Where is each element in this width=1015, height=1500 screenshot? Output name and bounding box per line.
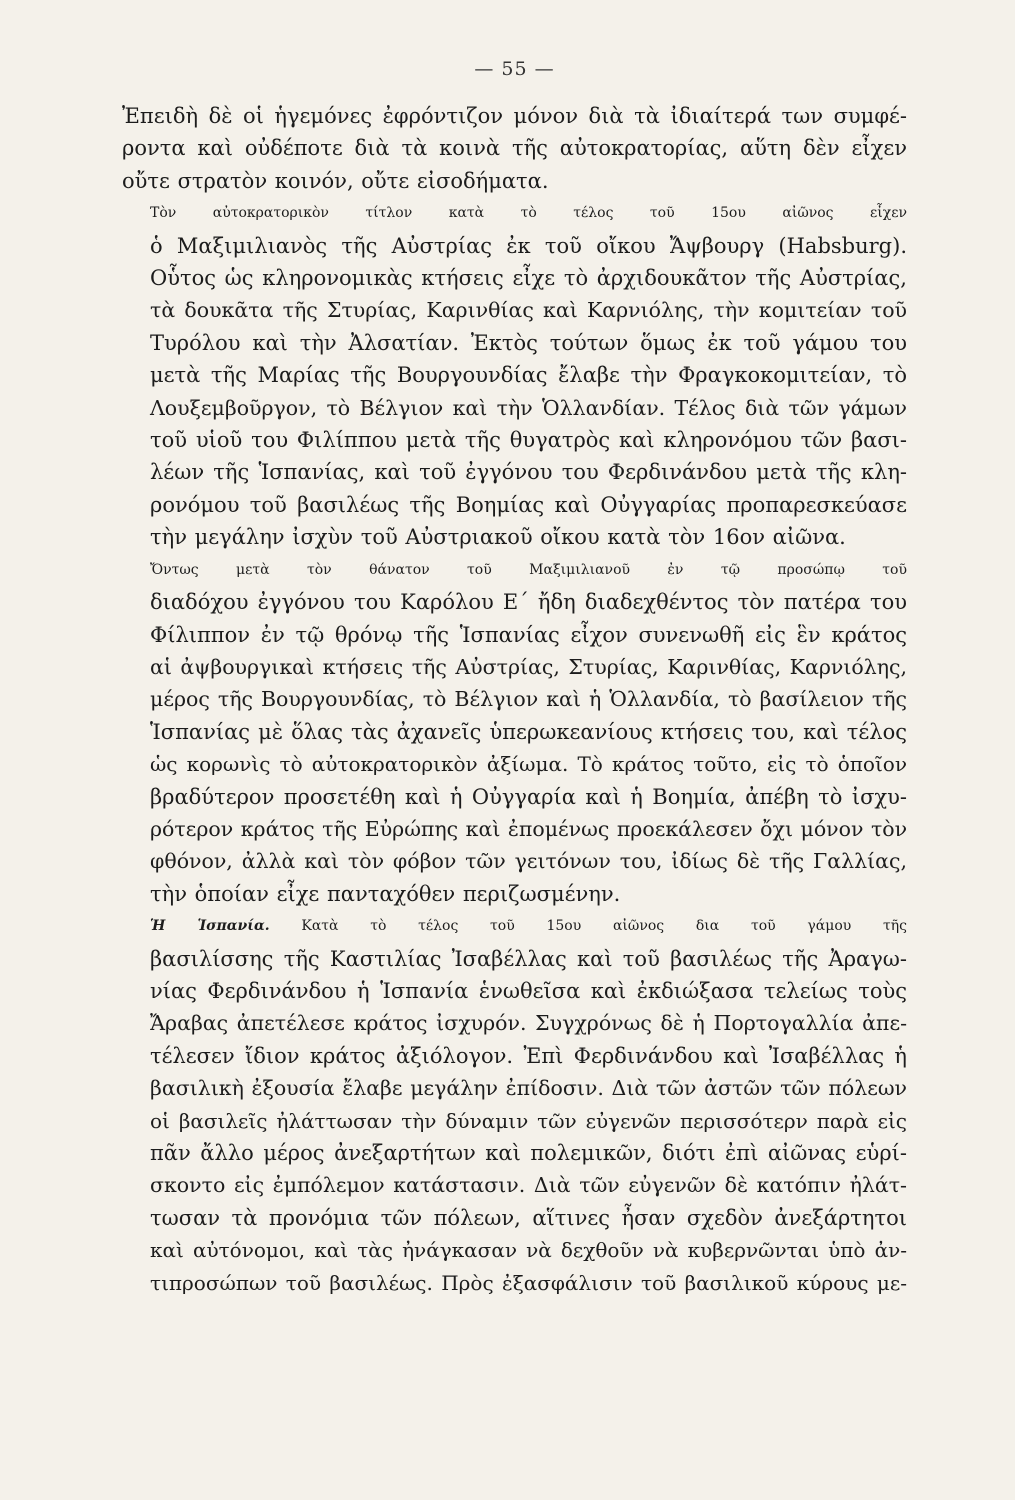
- text-line: ὁ Μαξιμιλιανὸς τῆς Αὐστρίας ἐκ τοῦ οἴκου Ἄψβουργ (Habsburg).: [150, 233, 907, 258]
- text-line: Ἐπειδὴ δὲ οἱ ἡγεμόνες ἐφρόντιζον μόνον διὰ τὰ ἰδιαίτερά των συμφέ-: [122, 104, 907, 128]
- text-line: Ἄραβας ἀπετέλεσε κράτος ἰσχυρόν. Συγχρόνως δὲ ἡ Πορτογαλλία ἀπε-: [150, 1011, 907, 1036]
- text-line: τὴν ὁποίαν εἶχε πανταχόθεν περιζωσμένην.: [150, 881, 621, 906]
- text-line: φθόνον, ἀλλὰ καὶ τὸν φόβον τῶν γειτόνων του, ἰδίως δὲ τῆς Γαλλίας,: [150, 849, 907, 874]
- text-line: μετὰ τῆς Μαρίας τῆς Βουργουνδίας ἔλαβε τὴν Φραγκοκομιτείαν, τὸ: [150, 363, 907, 388]
- text-line: διαδόχου ἐγγόνου του Καρόλου Ε΄ ἤδη διαδεχθέντος τὸν πατέρα του: [150, 590, 907, 615]
- section-heading: Ἡ Ἱσπανία.: [150, 918, 270, 935]
- text-line: τιπροσώπων τοῦ βασιλέως. Πρὸς ἐξασφάλισιν τοῦ βασιλικοῦ κύρους με-: [150, 1270, 907, 1295]
- text-line: νίας Φερδινάνδου ἡ Ἱσπανία ἑνωθεῖσα καὶ ἐκδιώξασα τελείως τοὺς: [150, 978, 907, 1003]
- text-line: λέων τῆς Ἱσπανίας, καὶ τοῦ ἐγγόνου του Φερδινάνδου μετὰ τῆς κλη-: [150, 460, 907, 485]
- text-line: Τὸν αὐτοκρατορικὸν τίτλον κατὰ τὸ τέλος τοῦ 15ου αἰῶνος εἶχεν: [150, 205, 907, 222]
- text-line: καὶ αὐτόνομοι, καὶ τὰς ἠνάγκασαν νὰ δεχθοῦν νὰ κυβερνῶνται ὑπὸ ἀν-: [150, 1238, 907, 1263]
- text-line: [122, 910, 907, 942]
- text-line: πᾶν ἄλλο μέρος ἀνεξαρτήτων καὶ πολεμικῶν, διότι ἐπὶ αἰῶνας εὑρί-: [150, 1141, 907, 1165]
- text-line: ὡς κορωνὶς τὸ αὐτοκρατορικὸν ἀξίωμα. Τὸ κράτος τοῦτο, εἰς τὸ ὁποῖον: [150, 752, 907, 777]
- text-line: Λουξεμβοῦργον, τὸ Βέλγιον καὶ τὴν Ὁλλανδίαν. Τέλος διὰ τῶν γάμων: [150, 395, 907, 420]
- text-line: τωσαν τὰ προνόμια τῶν πόλεων, αἵτινες ἦσαν σχεδὸν ἀνεξάρτητοι: [150, 1205, 907, 1230]
- text-line: Ὄντως μετὰ τὸν θάνατον τοῦ Μαξιμιλιανοῦ ἐν τῷ προσώπῳ τοῦ: [150, 561, 907, 578]
- text-line: αἱ ἀψβουργικαὶ κτήσεις τῆς Αὐστρίας, Στυρίας, Καρινθίας, Καρνιόλης,: [150, 654, 907, 679]
- paragraph-1: [122, 100, 907, 197]
- text-line: τοῦ υἱοῦ του Φιλίππου μετὰ τῆς θυγατρὸς καὶ κληρονόμου τῶν βασι-: [150, 428, 907, 453]
- text-line: οἱ βασιλεῖς ἠλάττωσαν τὴν δύναμιν τῶν εὐγενῶν περισσότερν παρὰ εἰς: [150, 1108, 907, 1133]
- paragraph-3: [122, 554, 907, 910]
- text-line: ρονόμου τοῦ βασιλέως τῆς Βοημίας καὶ Οὐγγαρίας προπαρεσκεύασε: [150, 492, 907, 517]
- text-line: βραδύτερον προσετέθη καὶ ἡ Οὐγγαρία καὶ ἡ Βοημία, ἀπέβη τὸ ἰσχυ-: [150, 784, 907, 809]
- page-number: — 55 —: [474, 58, 555, 80]
- text-line: οὔτε στρατὸν κοινόν, οὔτε εἰσοδήματα.: [122, 168, 549, 193]
- text-line: τὴν μεγάλην ἰσχὺν τοῦ Αὐστριακοῦ οἴκου κατὰ τὸν 16ον αἰῶνα.: [150, 525, 846, 550]
- text-line: Ἱσπανίας μὲ ὅλας τὰς ἀχανεῖς ὑπερωκεανίους κτήσεις του, καὶ τέλος: [150, 719, 907, 744]
- paragraph-2: [122, 197, 907, 553]
- text-line: ροντα καὶ οὐδέποτε διὰ τὰ κοινὰ τῆς αὐτοκρατορίας, αὕτη δὲν εἶχεν: [122, 136, 907, 161]
- text-line: Οὗτος ὡς κληρονομικὰς κτήσεις εἶχε τὸ ἀρχιδουκᾶτον τῆς Αὐστρίας,: [150, 266, 907, 291]
- text-run: Κατὰ τὸ τέλος τοῦ 15ου αἰῶνος δια τοῦ γάμου τῆς: [269, 918, 908, 935]
- text-line: Φίλιππον ἐν τῷ θρόνῳ τῆς Ἱσπανίας εἶχον συνενωθῆ εἰς ἓν κράτος: [150, 622, 907, 647]
- text-line: Τυρόλου καὶ τὴν Ἀλσατίαν. Ἐκτὸς τούτων ὅμως ἐκ τοῦ γάμου του: [150, 330, 907, 355]
- text-line: μέρος τῆς Βουργουνδίας, τὸ Βέλγιον καὶ ἡ Ὁλλανδία, τὸ βασίλειον τῆς: [150, 687, 907, 712]
- paragraph-4: [122, 910, 907, 1299]
- text-line: ρότερον κράτος τῆς Εὐρώπης καὶ ἐπομένως προεκάλεσεν ὄχι μόνον τὸν: [150, 816, 908, 841]
- text-line: σκοντο εἰς ἐμπόλεμον κατάστασιν. Διὰ τῶν εὐγενῶν δὲ κατόπιν ἠλάτ-: [150, 1173, 907, 1198]
- text-line: βασιλίσσης τῆς Καστιλίας Ἰσαβέλλας καὶ τοῦ βασιλέως τῆς Ἀραγω-: [150, 946, 907, 971]
- text-line: τέλεσεν ἴδιον κράτος ἀξιόλογον. Ἐπὶ Φερδινάνδου καὶ Ἰσαβέλλας ἡ: [150, 1043, 907, 1068]
- text-line: τὰ δουκᾶτα τῆς Στυρίας, Καρινθίας καὶ Καρνιόλης, τὴν κομιτείαν τοῦ: [150, 298, 907, 323]
- text-line: βασιλικὴ ἐξουσία ἔλαβε μεγάλην ἐπίδοσιν. Διὰ τῶν ἀστῶν τῶν πόλεων: [150, 1076, 907, 1101]
